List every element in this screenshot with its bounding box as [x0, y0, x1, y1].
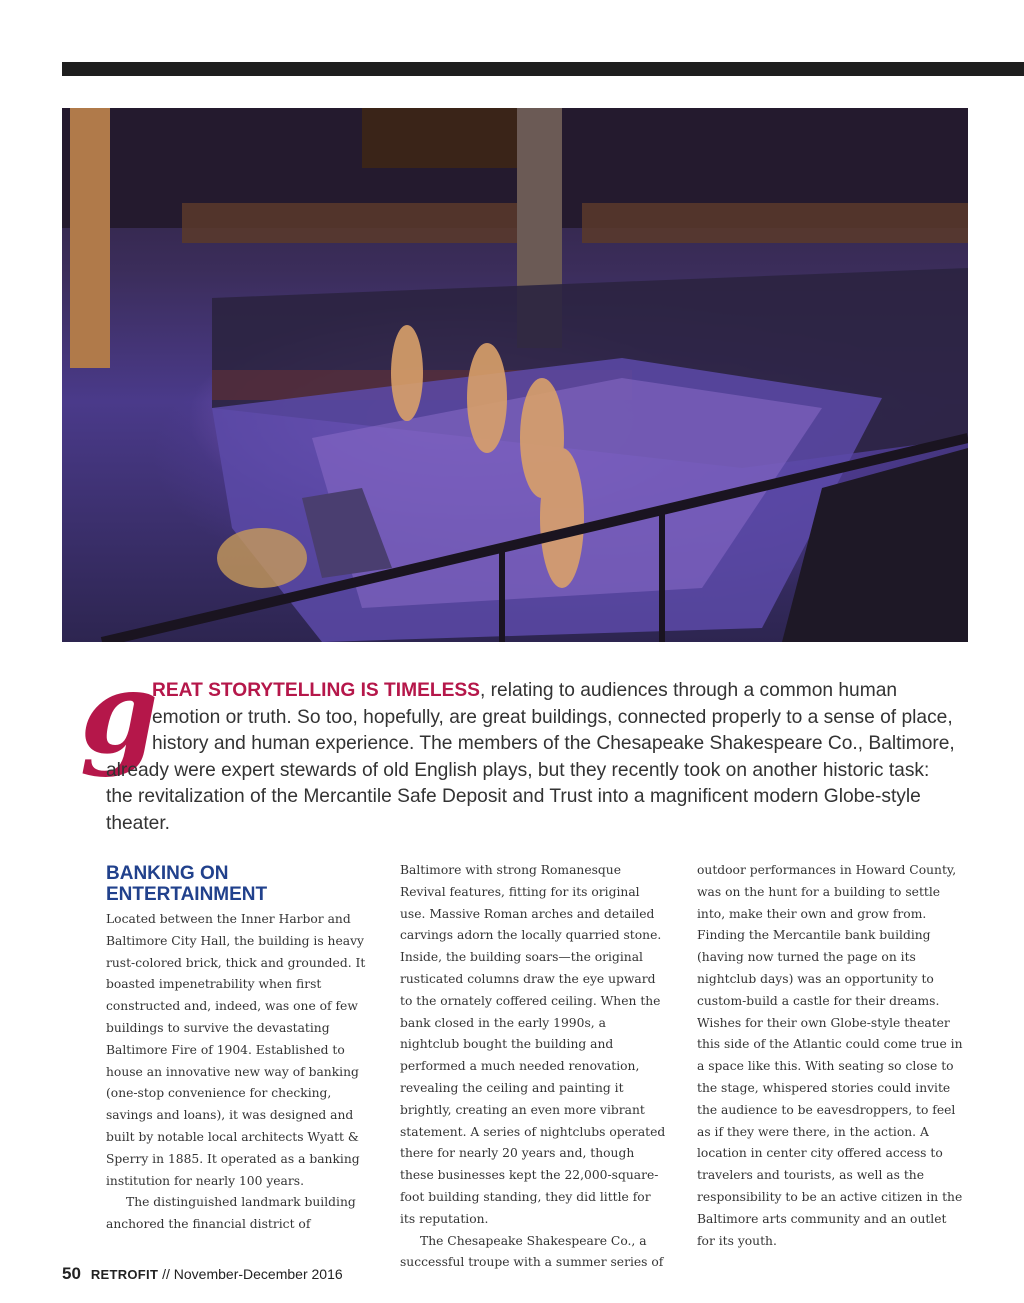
top-rule [62, 62, 1024, 76]
issue-date: November-December 2016 [173, 1266, 343, 1282]
page-number: 50 [62, 1264, 81, 1283]
col2-paragraph-1: Baltimore with strong Romanesque Revival features, fitting for its original use. Massive Roman arches and detailed carvings adorn the locally quarried stone. Inside, the building soars—the original rusticated columns draw the eye upward to the ornately coffered ceiling. When the bank closed in the early 1990s, a nightclub bought the building and performed a much needed renovation, revealing the ceiling and painting it brightly, creating an even more vibrant statement. A series of nightclubs operated there for nearly 20 years and, though these businesses kept the 22,000-square-foot building standing, they did little for its reputation. [400, 863, 666, 1226]
intro-text: , relating to audiences through a common human emotion or truth. So too, hopefully, are great buildings, connected properly to a sense of place, history and human experience. The members of the Chesapeake Shakespeare Co., Baltimore, already were expert stewards of old English plays, but they recently took on another historic task: the revitalization of the Mercantile Safe Deposit and Trust into a magnificent modern Globe-style theater. [106, 680, 955, 834]
lead-in: REAT STORYTELLING IS TIMELESS [152, 680, 480, 701]
footer-separator: // [162, 1266, 170, 1282]
magazine-name: RETROFIT [90, 1267, 159, 1282]
column-2 [400, 860, 668, 1274]
col1-paragraph-2: The distinguished landmark building anchored the financial district of [106, 1195, 356, 1232]
column-1 [106, 860, 374, 1236]
section-heading: BANKING ON ENTERTAINMENT [106, 863, 268, 905]
drop-cap: g [80, 648, 159, 779]
col2-paragraph-2: The Chesapeake Shakespeare Co., a successful troupe with a summer series of [400, 1233, 664, 1270]
col1-paragraph-1: Located between the Inner Harbor and Baltimore City Hall, the building is heavy rust-colored brick, thick and grounded. It boasted impenetrability when first constructed and, indeed, was one of few buildings to survive the devastating Baltimore Fire of 1904. Established to house an innovative new way of banking (one-stop convenience for checking, savings and loans), it was designed and built by notable local architects Wyatt & Sperry in 1885. It operated as a banking institution for nearly 100 years. [106, 912, 366, 1188]
theater-photo [62, 108, 968, 642]
page-footer [62, 1264, 343, 1284]
col3-paragraph-1: outdoor performances in Howard County, was on the hunt for a building to settle into, make their own and grow from. Finding the Mercantile bank building (having now turned the page on its nightclub days) was an opportunity to custom-build a castle for their dreams. Wishes for their own Globe-style theater this side of the Atlantic could come true in a space like this. With seating so close to the stage, whispered stories could invite the audience to be eavesdroppers, to feel as if they were there, in the action. A location in center city offered access to travelers and tourists, as well as the responsibility to be an active citizen in the Baltimore arts community and an outlet for its youth. [697, 863, 963, 1248]
column-3 [697, 860, 965, 1252]
intro-paragraph [80, 648, 956, 837]
theater-illustration [62, 108, 968, 642]
